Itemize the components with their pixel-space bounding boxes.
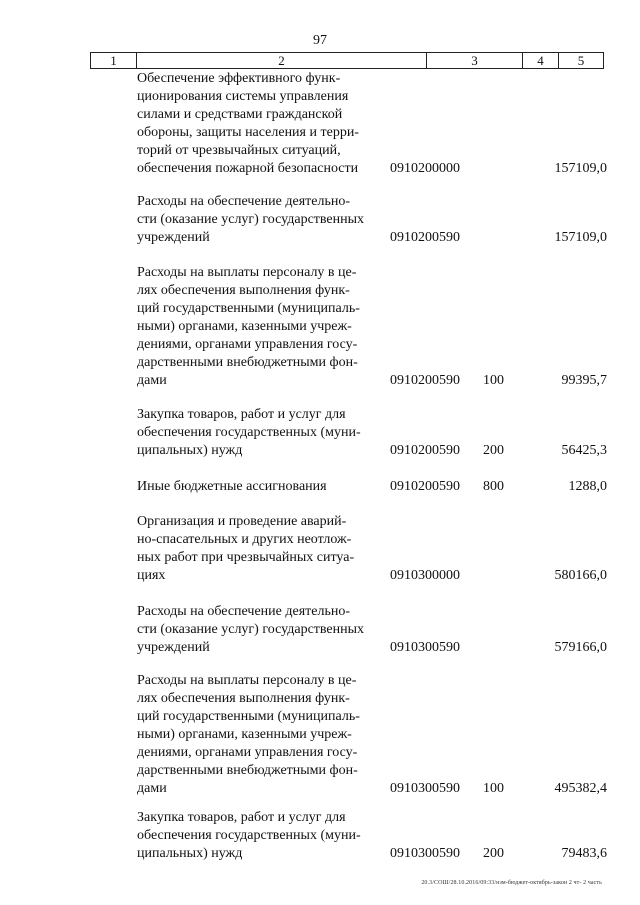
- row-amount: 495382,4: [554, 781, 607, 796]
- row-description: Расходы на обеспечение деятельно- сти (оказание услуг) государственных учреждений: [137, 604, 365, 655]
- row-description: Организация и проведение аварий- но-спасательных и других неотлож- ных работ при чрезвычайных ситуа- циях: [137, 514, 355, 583]
- row-code: 0910300590: [390, 781, 460, 796]
- row-code: 0910300590: [390, 640, 460, 655]
- row-code: 0910200000: [390, 161, 460, 176]
- row-description: Расходы на выплаты персоналу в це- лях обеспечения выполнения функ- ций государственными (муниципаль- ными) органами, казенными учреж- дениями, органами управления госу- дарственными внебюджетными фон- дами: [137, 265, 360, 388]
- row-description: Закупка товаров, работ и услуг для обеспечения государственных (муни- ципальных) нужд: [137, 810, 361, 861]
- row-expense-type: 800: [483, 479, 504, 494]
- row-expense-type: 100: [483, 373, 504, 388]
- row-description: Обеспечение эффективного функ- ционирования системы управления силами и средствами гражданской обороны, защиты населения и терри- торий от чрезвычайных ситуаций, обеспечения пожарной безопасности: [137, 71, 359, 176]
- footer-file-note: 20.3/СОШ/28.10.2016/09:33/нзм-бюджет-октябрь-закон 2 чт- 2 часть: [421, 880, 602, 886]
- table-row: [137, 809, 607, 863]
- row-description: Расходы на выплаты персоналу в це- лях обеспечения выполнения функ- ций государственными (муниципаль- ными) органами, казенными учреж- дениями, органами управления госу- дарственными внебюджетными фон- дами: [137, 673, 360, 796]
- row-code: 0910200590: [390, 230, 460, 245]
- row-amount: 157109,0: [554, 161, 607, 176]
- row-amount: 56425,3: [561, 443, 607, 458]
- row-code: 0910200590: [390, 443, 460, 458]
- row-amount: 79483,6: [561, 846, 607, 861]
- row-expense-type: 100: [483, 781, 504, 796]
- row-amount: 157109,0: [554, 230, 607, 245]
- table-row: [137, 193, 607, 247]
- column-header-2: 2: [137, 53, 427, 68]
- column-header-1: 1: [91, 53, 137, 68]
- row-expense-type: 200: [483, 443, 504, 458]
- column-header-4: 4: [523, 53, 559, 68]
- page-number: 97: [313, 33, 327, 48]
- row-description: Закупка товаров, работ и услуг для обеспечения государственных (муни- ципальных) нужд: [137, 407, 361, 458]
- row-code: 0910200590: [390, 479, 460, 494]
- row-amount: 1288,0: [568, 479, 607, 494]
- row-amount: 99395,7: [561, 373, 607, 388]
- column-header-3: 3: [427, 53, 523, 68]
- table-row: [137, 478, 607, 496]
- row-description: Иные бюджетные ассигнования: [137, 479, 327, 494]
- row-amount: 580166,0: [554, 568, 607, 583]
- row-code: 0910300590: [390, 846, 460, 861]
- table-row: [137, 513, 607, 585]
- row-amount: 579166,0: [554, 640, 607, 655]
- row-code: 0910300000: [390, 568, 460, 583]
- table-row: [137, 672, 607, 798]
- table-header: [90, 52, 604, 69]
- row-code: 0910200590: [390, 373, 460, 388]
- table-row: [137, 406, 607, 460]
- row-description: Расходы на обеспечение деятельно- сти (оказание услуг) государственных учреждений: [137, 194, 365, 245]
- row-expense-type: 200: [483, 846, 504, 861]
- column-header-5: 5: [577, 53, 585, 68]
- table-row: [137, 264, 607, 390]
- table-row: [137, 70, 607, 178]
- table-row: [137, 603, 607, 657]
